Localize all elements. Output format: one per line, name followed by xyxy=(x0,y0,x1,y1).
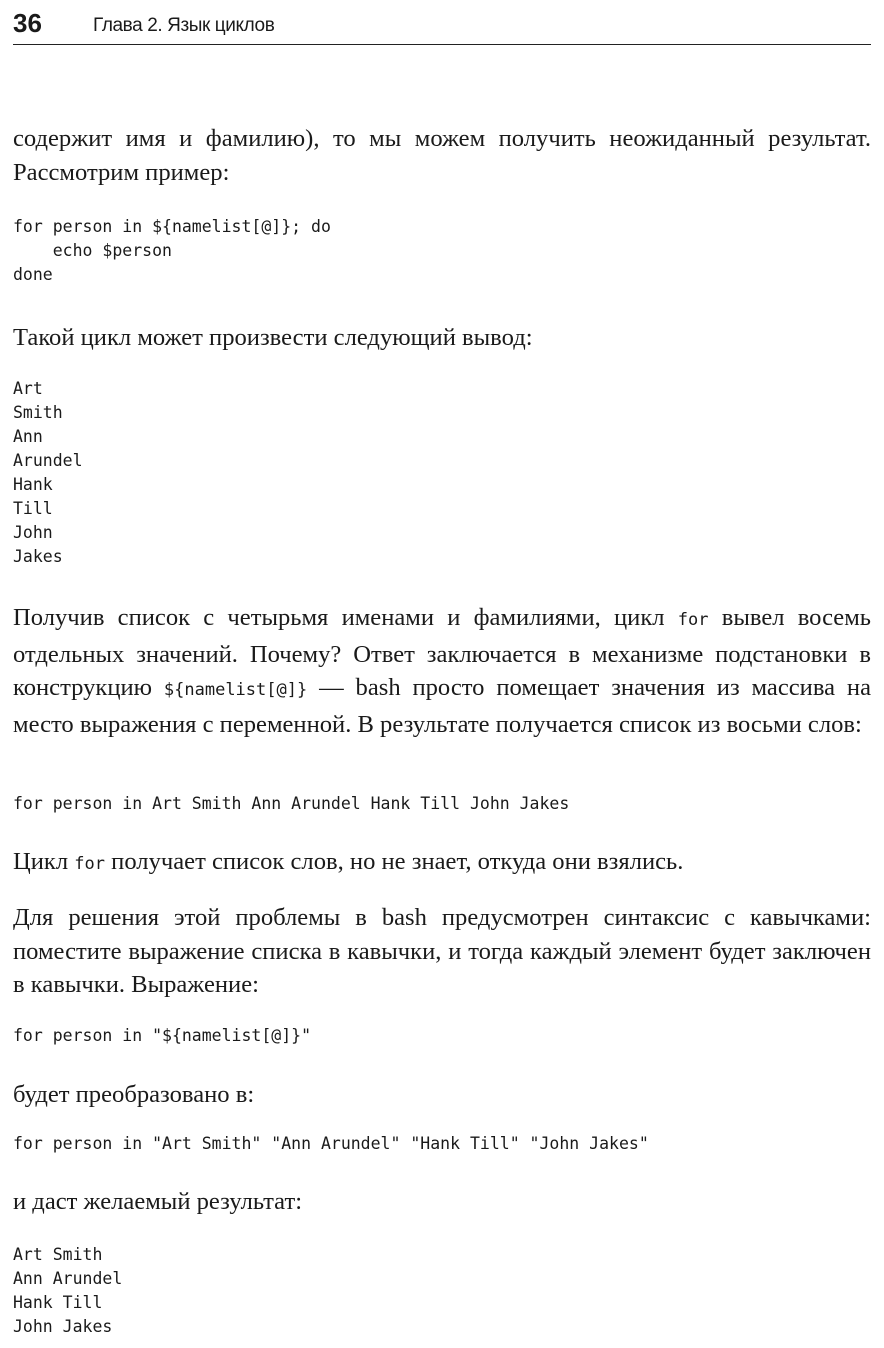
paragraph-converted: будет преобразовано в: xyxy=(13,1081,255,1108)
output-line: Arundel xyxy=(13,451,83,470)
text-span: Цикл xyxy=(13,848,75,875)
text-span: Получив список с четырьмя именами и фамилиями, цикл xyxy=(13,604,678,631)
code-line: for person in ${namelist[@]}; do xyxy=(13,217,331,236)
paragraph-result: и даст желаемый результат: xyxy=(13,1188,303,1215)
output-line: Smith xyxy=(13,403,63,422)
output-line: Art Smith xyxy=(13,1245,103,1264)
page-number: 36 xyxy=(13,8,42,38)
text-span: вывел восемь отдельных значений. Почему? Ответ заключается в механизме подстановки в конструкцию xyxy=(13,604,871,701)
output-line: Art xyxy=(13,379,43,398)
code-block-loop xyxy=(13,215,331,287)
paragraph-output-intro: Такой цикл может произвести следующий вывод: xyxy=(13,324,533,351)
output-line: John Jakes xyxy=(13,1317,113,1336)
code-block-quoted: for person in "${namelist[@]}" xyxy=(13,1026,312,1045)
output-line: Ann Arundel xyxy=(13,1269,123,1288)
chapter-title: Глава 2. Язык циклов xyxy=(93,15,275,36)
paragraph-for-words xyxy=(13,845,871,882)
code-line: echo $person xyxy=(13,241,172,260)
running-header xyxy=(13,8,871,45)
inline-code-namelist: ${namelist[@]} xyxy=(163,680,308,700)
paragraph-explanation xyxy=(13,601,871,741)
output-line: Ann xyxy=(13,427,43,446)
output-line: Hank Till xyxy=(13,1293,103,1312)
code-block-quoted-expanded: for person in "Art Smith" "Ann Arundel" "Hank Till" "John Jakes" xyxy=(13,1134,649,1153)
output-line: John xyxy=(13,523,53,542)
paragraph-intro: содержит имя и фамилию), то мы можем получить неожиданный результат. Рассмотрим пример: xyxy=(13,125,871,186)
output-block-names xyxy=(13,1243,122,1339)
output-line: Hank xyxy=(13,475,53,494)
output-block-split xyxy=(13,377,83,569)
output-line: Jakes xyxy=(13,547,63,566)
output-line: Till xyxy=(13,499,53,518)
inline-code-for: for xyxy=(677,610,709,630)
code-line: done xyxy=(13,265,53,284)
code-block-expanded: for person in Art Smith Ann Arundel Hank Till John Jakes xyxy=(13,794,570,813)
text-span: — bash просто помещает значения из массива на место выражения с переменной. В результате получается список из восьми слов: xyxy=(13,674,871,738)
inline-code-for: for xyxy=(74,854,106,874)
text-span: получает список слов, но не знает, откуда они взялись. xyxy=(105,848,684,875)
paragraph-quotes-solution: Для решения этой проблемы в bash предусмотрен синтаксис с кавычками: поместите выражение списка в кавычки, и тогда каждый элемент будет заключен в кавычки. Выражение: xyxy=(13,904,871,998)
